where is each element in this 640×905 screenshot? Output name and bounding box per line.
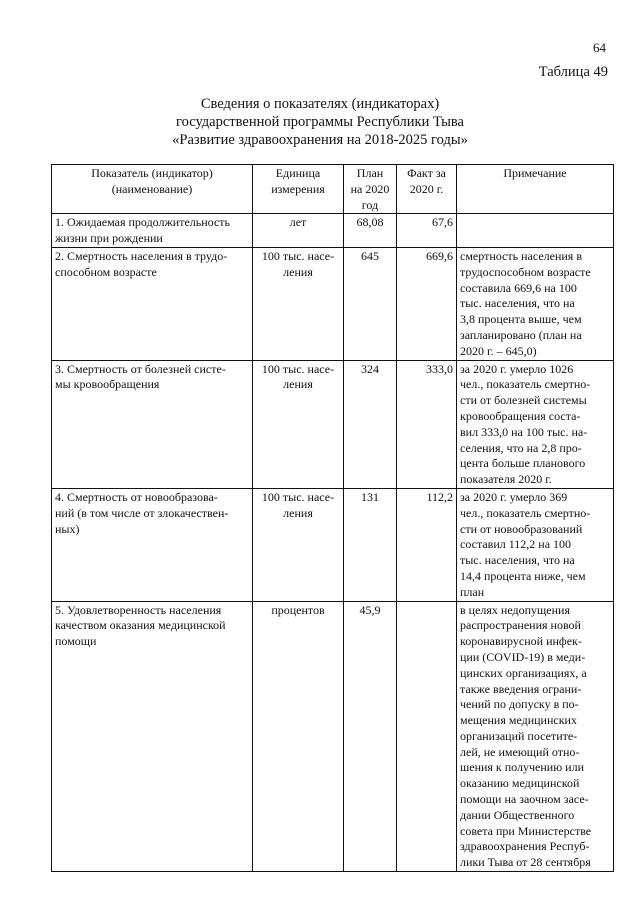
note-line: тыс. населения, что на bbox=[460, 553, 575, 568]
plan-cell: 131 bbox=[344, 488, 397, 601]
note-line: цента больше планового bbox=[460, 456, 586, 471]
header-indicator-line: Показатель (индикатор) bbox=[91, 166, 213, 180]
note-line: составил 112,2 на 100 bbox=[460, 537, 572, 552]
note-line: мещения медицинских bbox=[460, 713, 577, 728]
header-plan bbox=[344, 165, 397, 214]
header-unit bbox=[253, 165, 344, 214]
indicator-line: 3. Смертность от болезней систе- bbox=[55, 361, 226, 376]
table-row bbox=[52, 360, 614, 488]
page-number: 64 bbox=[593, 40, 606, 55]
fact-cell: 112,2 bbox=[397, 488, 457, 601]
indicator-line: ний (в том числе от злокачествен- bbox=[55, 505, 229, 520]
note-line: совета при Министерстве bbox=[460, 823, 592, 838]
note-line: цинских организациях, а bbox=[460, 665, 587, 680]
header-fact-line: 2020 г. bbox=[409, 181, 444, 196]
note-cell bbox=[457, 360, 614, 488]
indicator-line: помощи bbox=[55, 634, 97, 649]
note-line: показателя 2020 г. bbox=[460, 472, 552, 487]
note-cell bbox=[457, 488, 614, 601]
note-line: 2020 г. – 645,0) bbox=[460, 343, 537, 358]
title-line-3: «Развитие здравоохранения на 2018-2025 годы» bbox=[172, 132, 468, 148]
note-line: чел., показатель смертно- bbox=[460, 505, 591, 520]
unit-cell bbox=[253, 360, 344, 488]
header-indicator bbox=[52, 165, 253, 214]
unit-line: ления bbox=[283, 377, 313, 392]
note-line: 14,4 процента ниже, чем bbox=[460, 568, 586, 583]
indicator-line: способном возрасте bbox=[55, 264, 157, 279]
note-line: трудоспособном возрасте bbox=[460, 264, 591, 279]
unit-cell bbox=[253, 601, 344, 872]
note-line: составила 669,6 на 100 bbox=[460, 280, 577, 295]
note-line: в целях недопущения bbox=[460, 602, 570, 617]
unit-line: ления bbox=[283, 505, 313, 520]
indicator-cell bbox=[52, 360, 253, 488]
header-unit-line: измерения bbox=[271, 181, 325, 196]
header-plan-line: План bbox=[356, 166, 384, 180]
unit-line: лет bbox=[289, 215, 307, 230]
header-indicator-line: (наименование) bbox=[111, 181, 193, 196]
note-line: план bbox=[460, 584, 485, 599]
fact-cell bbox=[397, 601, 457, 872]
note-line: оказанию медицинской bbox=[460, 776, 580, 791]
note-line: кровообращения соста- bbox=[460, 408, 581, 423]
note-line: запланировано (план на bbox=[460, 327, 582, 342]
unit-line: 100 тыс. насе- bbox=[261, 361, 335, 376]
unit-line: 100 тыс. насе- bbox=[261, 489, 335, 504]
unit-cell bbox=[253, 247, 344, 360]
table-row bbox=[52, 214, 614, 248]
unit-cell bbox=[253, 214, 344, 248]
table-label: Таблица 49 bbox=[538, 64, 608, 80]
header-plan-line: на 2020 bbox=[350, 181, 390, 196]
header-note-line: Примечание bbox=[503, 166, 567, 180]
note-line: ции (COVID-19) в меди- bbox=[460, 649, 586, 664]
indicator-line: мы кровообращения bbox=[55, 377, 160, 392]
header-fact-line: Факт за bbox=[407, 166, 446, 180]
indicator-line: 2. Смертность населения в трудо- bbox=[55, 248, 228, 263]
note-line: тыс. населения, что на bbox=[460, 296, 575, 311]
note-line: смертность населения в bbox=[460, 248, 582, 263]
note-cell bbox=[457, 601, 614, 872]
indicator-line: 1. Ожидаемая продолжительность bbox=[55, 215, 231, 230]
table-row bbox=[52, 601, 614, 872]
document-title bbox=[0, 95, 640, 149]
indicator-cell bbox=[52, 214, 253, 248]
note-line: чел., показатель смертно- bbox=[460, 377, 591, 392]
note-line: вил 333,0 на 100 тыс. на- bbox=[460, 424, 588, 439]
note-line: распространения новой bbox=[460, 618, 581, 633]
header-note bbox=[457, 165, 614, 214]
indicator-cell bbox=[52, 488, 253, 601]
header-plan-line: год bbox=[361, 197, 379, 212]
note-line: сти от новообразований bbox=[460, 521, 583, 536]
header-fact bbox=[397, 165, 457, 214]
note-line: организаций посетите- bbox=[460, 728, 578, 743]
title-line-2: государственной программы Республики Тыва bbox=[176, 114, 464, 130]
title-line-1: Сведения о показателях (индикаторах) bbox=[200, 96, 440, 112]
unit-cell bbox=[253, 488, 344, 601]
table-row bbox=[52, 488, 614, 601]
indicator-cell bbox=[52, 601, 253, 872]
fact-cell: 333,0 bbox=[397, 360, 457, 488]
note-line: шения к получению или bbox=[460, 760, 585, 775]
indicators-table bbox=[51, 164, 614, 872]
note-line: чений по допуску в по- bbox=[460, 697, 579, 712]
note-line: также введения ограни- bbox=[460, 681, 582, 696]
note-line: здравоохранения Респуб- bbox=[460, 839, 590, 854]
note-line: за 2020 г. умерло 369 bbox=[460, 489, 568, 504]
table-header-row bbox=[52, 165, 614, 214]
indicator-line: ных) bbox=[55, 521, 80, 536]
note-line: лики Тыва от 28 сентября bbox=[460, 855, 591, 870]
note-line: селения, что на 2,8 про- bbox=[460, 440, 582, 455]
indicator-cell bbox=[52, 247, 253, 360]
unit-line: 100 тыс. насе- bbox=[261, 248, 335, 263]
fact-cell: 67,6 bbox=[397, 214, 457, 248]
plan-cell: 645 bbox=[344, 247, 397, 360]
note-line: за 2020 г. умерло 1026 bbox=[460, 361, 574, 376]
note-cell bbox=[457, 247, 614, 360]
fact-cell: 669,6 bbox=[397, 247, 457, 360]
unit-line: ления bbox=[283, 264, 313, 279]
note-line: дании Общественного bbox=[460, 807, 575, 822]
plan-cell: 68,08 bbox=[344, 214, 397, 248]
note-line: 3,8 процента выше, чем bbox=[460, 312, 582, 327]
indicator-line: 4. Смертность от новообразова- bbox=[55, 489, 218, 504]
note-line: лей, не имеющий отно- bbox=[460, 744, 580, 759]
note-line: помощи на заочном засе- bbox=[460, 792, 589, 807]
plan-cell: 45,9 bbox=[344, 601, 397, 872]
plan-cell: 324 bbox=[344, 360, 397, 488]
note-line: коронавирусной инфек- bbox=[460, 634, 582, 649]
table-row bbox=[52, 247, 614, 360]
indicator-line: 5. Удовлетворенность населения bbox=[55, 602, 222, 617]
indicator-line: жизни при рождении bbox=[55, 231, 163, 246]
unit-line: процентов bbox=[271, 602, 325, 617]
header-unit-line: Единица bbox=[275, 166, 321, 180]
note-line: сти от болезней системы bbox=[460, 393, 587, 408]
indicator-line: качеством оказания медицинской bbox=[55, 618, 226, 633]
note-cell bbox=[457, 214, 614, 248]
